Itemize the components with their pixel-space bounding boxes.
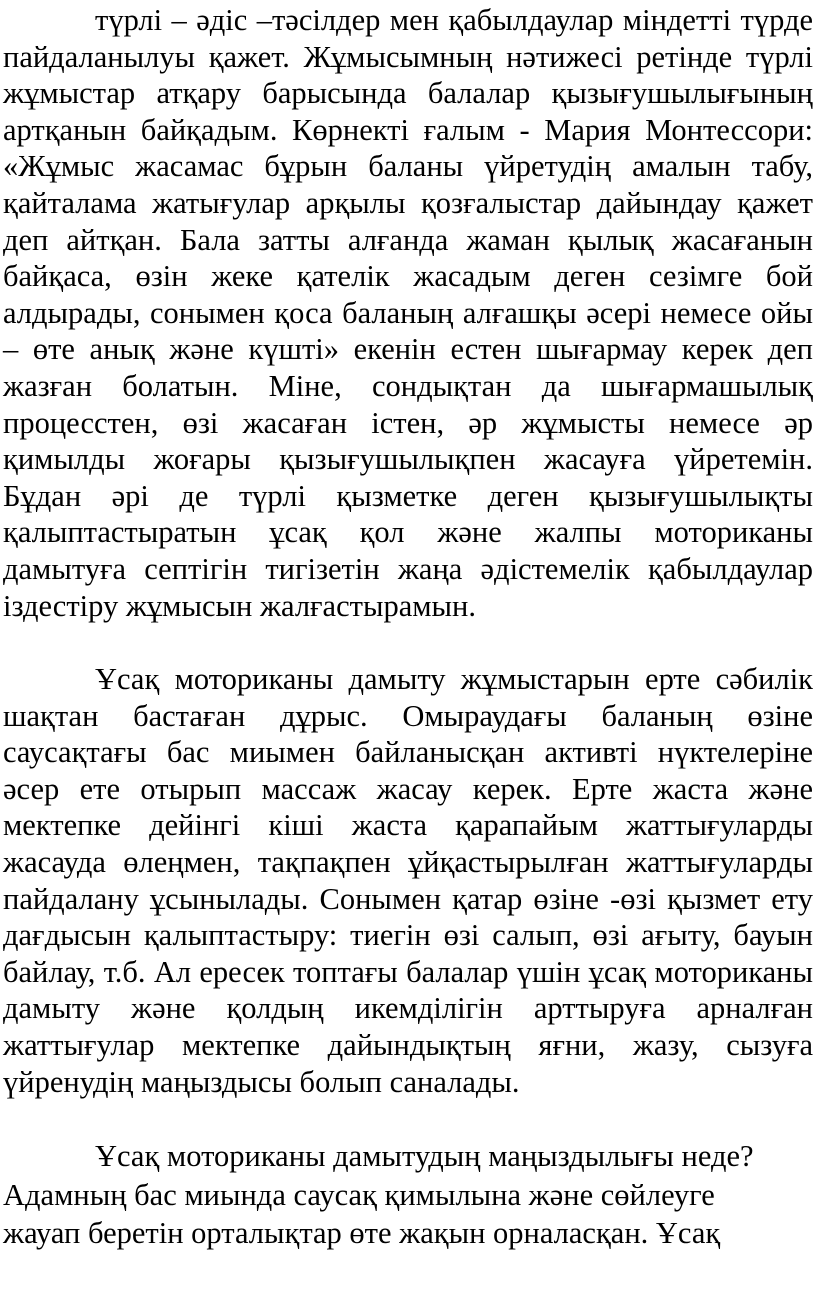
- paragraph-2: Ұсақ моториканы дамыту жұмыстарын ерте сәбилік шақтан бастаған дұрыс. Омыраудағы баланың өзіне саусақтағы бас миымен байланысқан активті нүктелеріне әсер ете отырып массаж жасау керек. Ерте жаста және мектепке дейінгі кіші жаста қарапайым жаттығуларды жасауда өлеңмен, тақпақпен ұйқастырылған жаттығуларды пайдалану ұсынылады. Сонымен қатар өзіне -өзі қызмет ету дағдысын қалыптастыру: тиегін өзі салып, өзі ағыту, бауын байлау, т.б. Ал ересек топтағы балалар үшін ұсақ моториканы дамыту және қолдың икемділігін арттыруға арналған жаттығулар мектепке дайындықтың яғни, жазу, сызуға үйренудің маңыздысы болып саналады.: [3, 662, 813, 1099]
- paragraph-1: түрлі – әдіс –тәсілдер мен қабылдаулар міндетті түрде пайдаланылуы қажет. Жұмысымның нәтижесі ретінде түрлі жұмыстар атқару барысында балалар қызығушылығының артқанын байқадым. Көрнекті ғалым - Мария Монтессори: «Жұмыс жасамас бұрын баланы үйретудің амалын табу, қайталама жатығулар арқылы қозғалыстар дайындау қажет деп айтқан. Бала затты алғанда жаман қылық жасағанын байқаса, өзін жеке қателік жасадым деген сезімге бой алдырады, сонымен қоса баланың алғашқы әсері немесе ойы – өте анық және күшті» екенін естен шығармау керек деп жазған болатын. Міне, сондықтан да шығармашылық процесстен, өзі жасаған істен, әр жұмысты немесе әр қимылды жоғары қызығушылықпен жасауға үйретемін. Бұдан әрі де түрлі қызметке деген қызығушылықты қалыптастыратын ұсақ қол және жалпы моториканы дамытуға септігін тигізетін жаңа әдістемелік қабылдаулар іздестіру жұмысын жалғастырамын.: [3, 3, 813, 623]
- paragraph-3-line-1: Ұсақ моториканы дамытудың маңыздылығы неде?: [95, 1139, 754, 1174]
- document-page: [3, 2, 813, 1253]
- paragraph-3-line-2: Адамның бас миында саусақ қимылына және сөйлеуге: [3, 1177, 715, 1212]
- paragraph-3: [3, 1137, 813, 1253]
- paragraph-3-line-3: жауап беретін орталықтар өте жақын орналасқан. Ұсақ: [3, 1216, 721, 1251]
